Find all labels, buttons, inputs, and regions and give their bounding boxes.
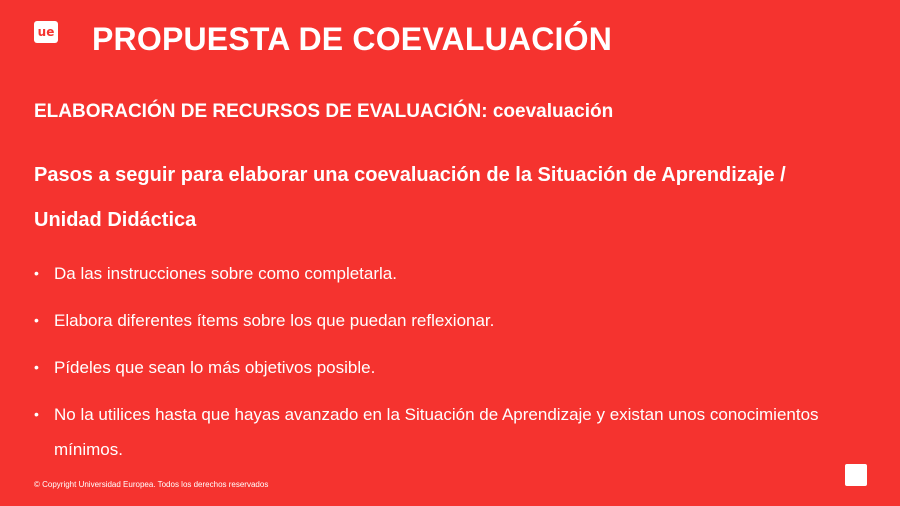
bullet-text: No la utilices hasta que hayas avanzado en la Situación de Aprendizaje y existan unos conocimientos mínimos. <box>54 405 819 459</box>
slide-title: PROPUESTA DE COEVALUACIÓN <box>92 21 612 57</box>
bullet-list <box>34 256 844 479</box>
corner-square-icon <box>845 464 867 486</box>
logo-text: ue <box>37 25 55 39</box>
copyright-footer: © Copyright Universidad Europea. Todos los derechos reservados <box>34 480 269 489</box>
bullet-text: Elabora diferentes ítems sobre los que puedan reflexionar. <box>54 311 495 330</box>
bullet-item <box>34 397 844 467</box>
slide-subtitle: ELABORACIÓN DE RECURSOS DE EVALUACIÓN: coevaluación <box>34 101 614 122</box>
bullet-item <box>34 256 844 291</box>
bullet-item <box>34 350 844 385</box>
bullet-item <box>34 303 844 338</box>
university-logo <box>34 21 58 43</box>
bullet-dot-icon: • <box>34 312 39 328</box>
bullet-dot-icon: • <box>34 406 39 422</box>
bullet-dot-icon: • <box>34 265 39 281</box>
bullet-dot-icon: • <box>34 359 39 375</box>
bullet-text: Da las instrucciones sobre como completarla. <box>54 264 397 283</box>
steps-heading: Pasos a seguir para elaborar una coevaluación de la Situación de Aprendizaje / Unidad Didáctica <box>34 164 786 231</box>
bullet-text: Pídeles que sean lo más objetivos posible. <box>54 358 376 377</box>
